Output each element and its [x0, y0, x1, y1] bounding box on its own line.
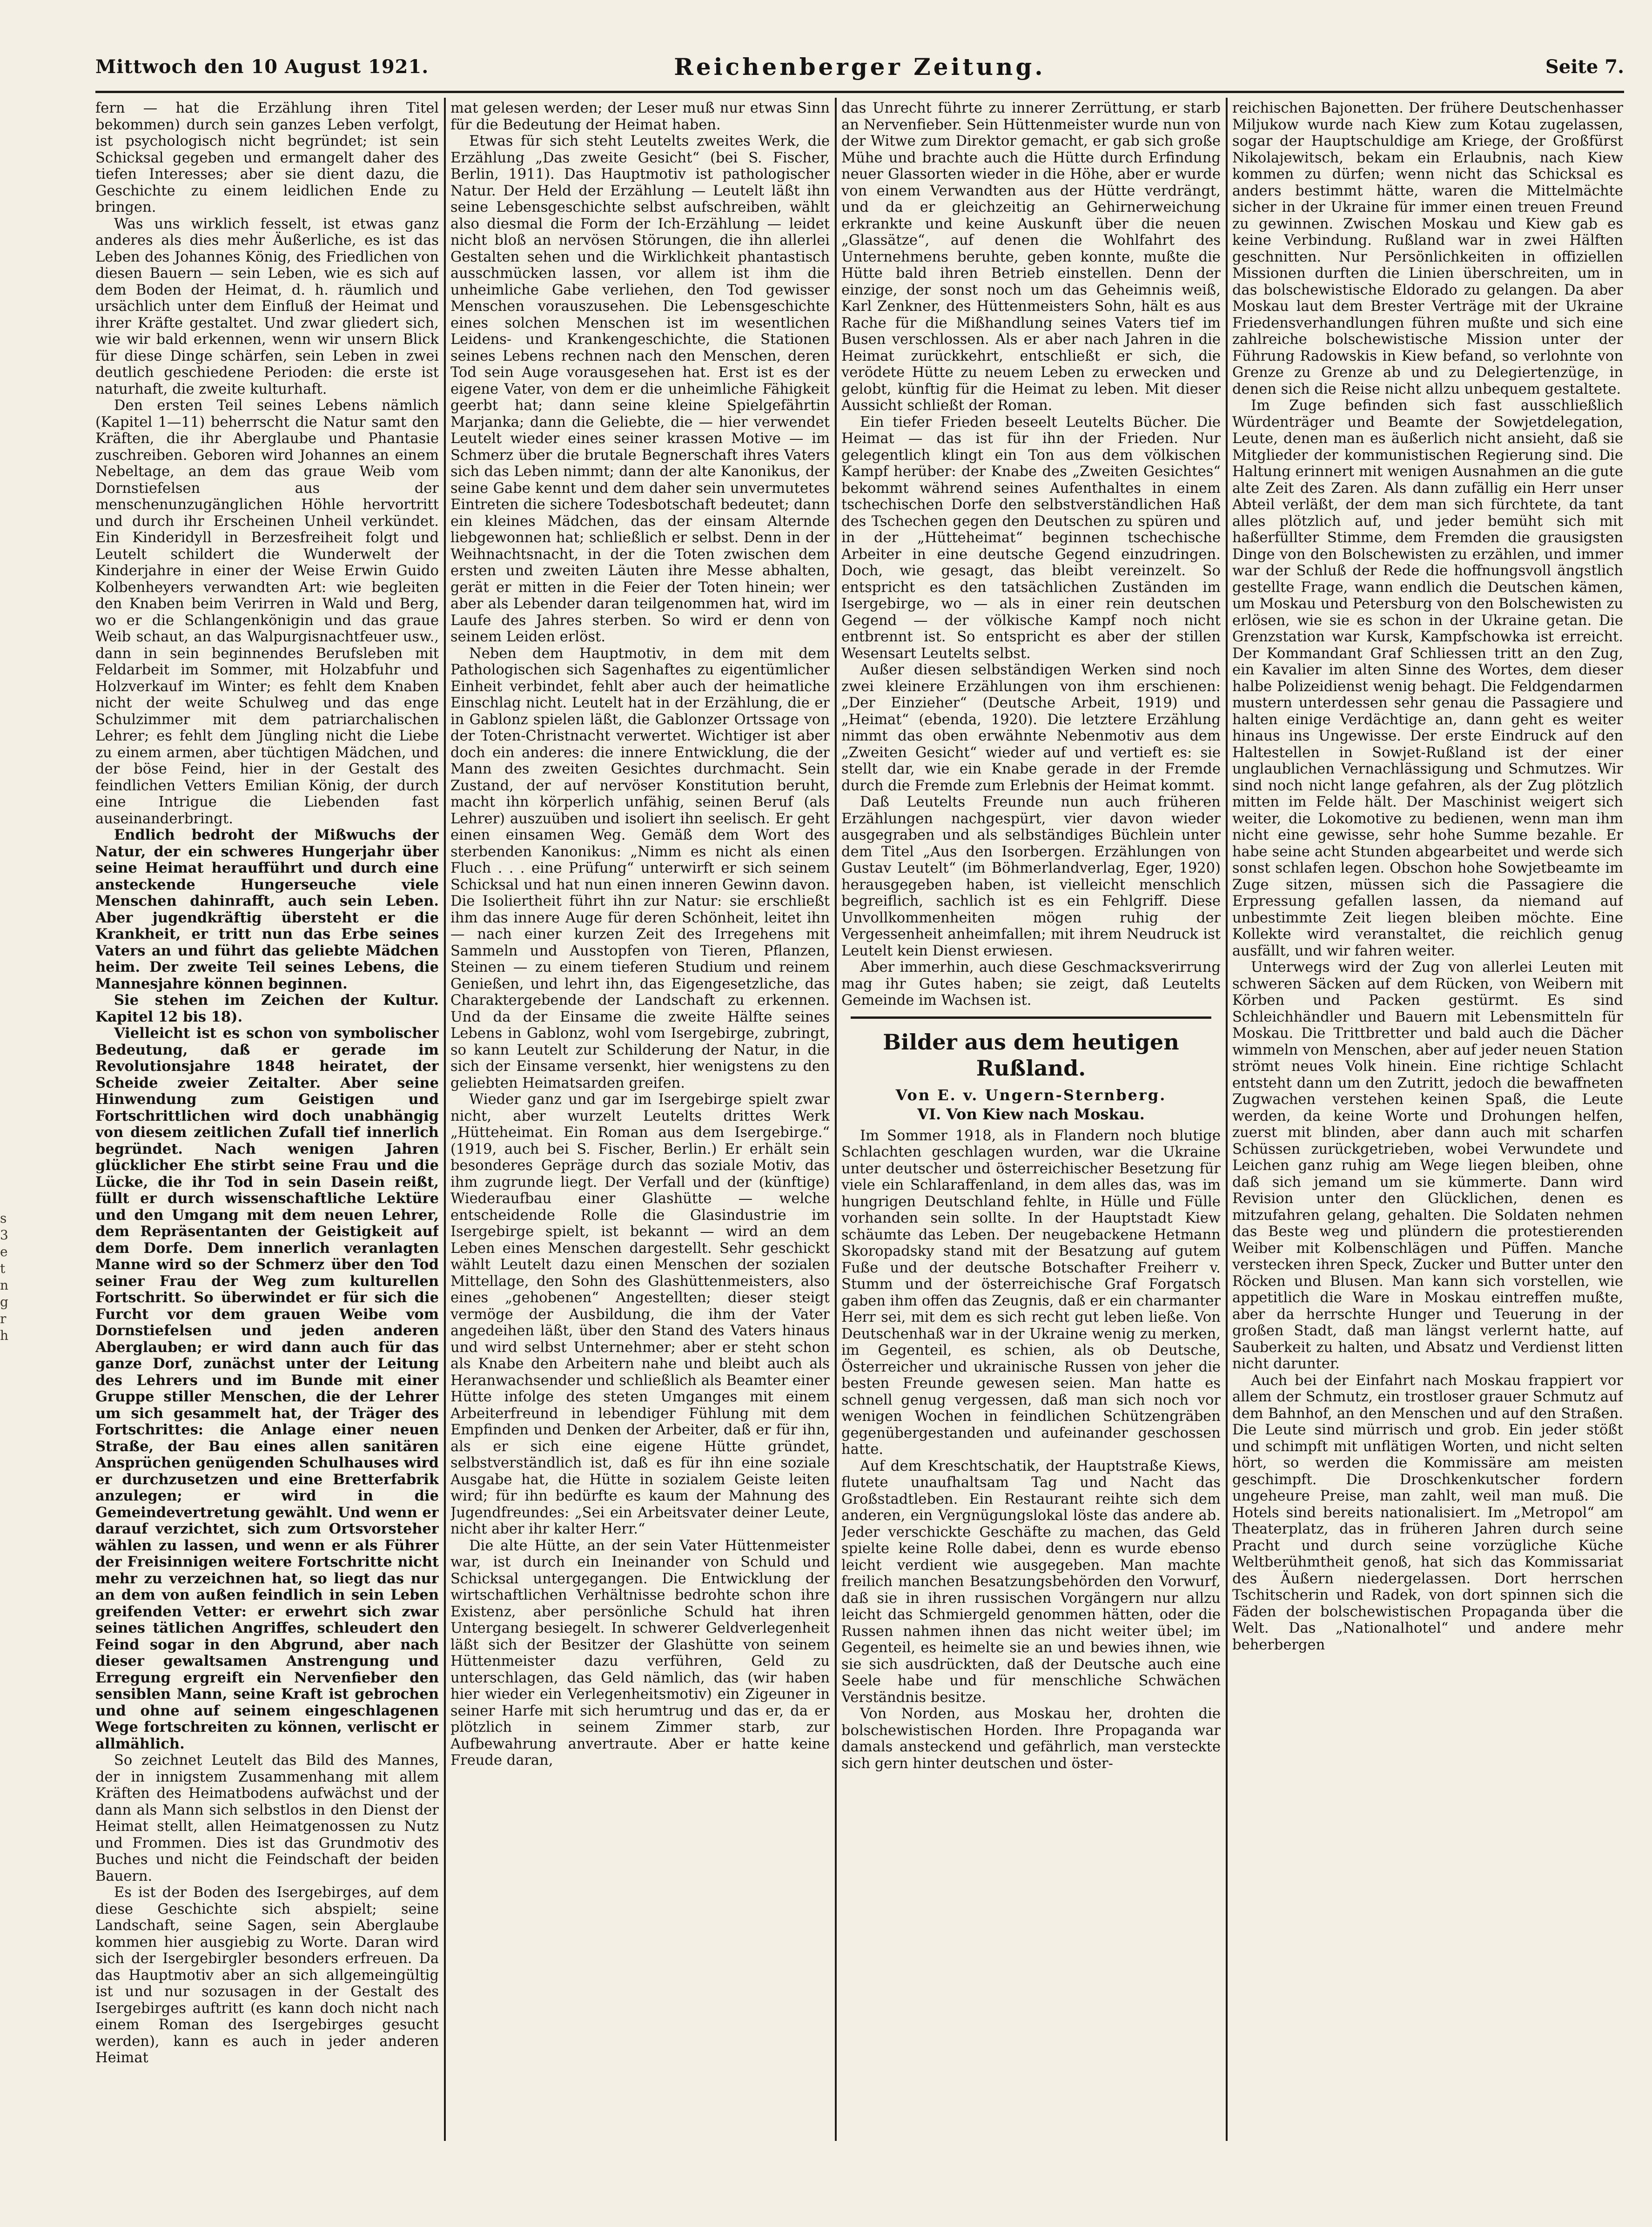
column-rule-3 — [1226, 98, 1228, 2141]
paragraph: reichischen Bajonetten. Der frühere Deutschenhasser Miljukow wurde nach Kiew zum Kotau zugelassen, sogar der Hauptschuldige am Kriege, der Großfürst Nikolajewitsch, bekam ein Erlaubnis, nach Kiew kommen zu dürfen; wenn nicht das Schicksal es anders bestimmt hätte, waren die Mittelmächte sicher in der Ukraine für immer einen treuen Freund zu gewinnen. Zwischen Moskau und Kiew gab es keine Verbindung. Rußland war in zwei Hälften geschnitten. Nur Persönlichkeiten in offiziellen Missionen durften die Linien überschreiten, um in das bolschewistische Eldorado zu gelangen. Da aber Moskau laut dem Brester Verträge mit der Ukraine Friedensverhandlungen führen mußte und sich eine zahlreiche bolschewistische Mission unter der Führung Radowskis in Kiew befand, so verlohnte von Grenze zu Grenze ab und zu Delegiertenzüge, in denen sich die Reise nicht allzu unbequem gestaltete. — [1232, 100, 1623, 397]
issue-date: Mittwoch den 10 August 1921. — [95, 56, 429, 78]
margin-glyph: s — [0, 1211, 7, 1226]
article-author: Von E. v. Ungern-Sternberg. — [895, 1086, 1167, 1104]
paragraph: So zeichnet Leutelt das Bild des Mannes, der in innigstem Zusammenhang mit allem Kräften des Heimatbodens aufwächst und der dann als Mann sich selbstlos in den Dienst der Heimat stellt, allen Heimatgenossen zu Nutz und Frommen. Dies ist das Grundmotiv des Buches und nicht die Feindschaft der beiden Bauern. — [95, 1752, 439, 1884]
paragraph: Unterwegs wird der Zug von allerlei Leuten mit schweren Säcken auf dem Rücken, von Weibern mit Körben und Packen gestürmt. Es sind Schleichhändler und Bauern mit Lebensmitteln für Moskau. Die Trittbretter und bald auch die Dächer wimmeln von Menschen, aber auf jeder neuen Station strömt neues Volk hinein. Eine richtige Schlacht entsteht dann um den Zutritt, jedoch die bewaffneten Zugwachen verstehen keinen Spaß, die Leute werden, da keine Worte und Drohungen helfen, zuerst mit blinden, aber dann auch mit scharfen Schüssen zurückgetrieben, wobei Verwundete und Leichen ganz ruhig am Wege liegen bleiben, ohne daß sich jemand um sie kümmerte. Dann wird Revision unter den Glücklichen, denen es mitzufahren gelang, gehalten. Die Soldaten nehmen das Beste weg und plündern die protestierenden Weiber mit Kolbenschlägen und Püffen. Manche verstecken ihren Speck, Zucker und Butter unter den Röcken und Blusen. Man kann sich vorstellen, wie appetitlich die Ware in Moskau eintreffen mußte, aber da herrschte Hunger und Teuerung in der großen Stadt, daß man längst verlernt hatte, auf Sauberkeit zu halten, und Absatz und Verdienst litten nicht darunter. — [1232, 959, 1623, 1372]
paragraph: Sie stehen im Zeichen der Kultur. Kapitel 12 bis 18). — [95, 992, 439, 1025]
header-rule — [95, 91, 1624, 93]
column-4 — [1232, 100, 1623, 2139]
column-rule-2 — [835, 98, 837, 2141]
margin-glyph: e — [0, 1244, 8, 1259]
column-1 — [95, 100, 439, 2139]
paragraph: Neben dem Hauptmotiv, in dem mit dem Pathologischen sich Sagenhaftes zu eigentümlicher Einheit verbindet, fehlt aber auch der heimatliche Einschlag nicht. Leutelt hat in der Erzählung, die er in Gablonz spielen läßt, die Gablonzer Ortssage von der Toten-Christnacht verwertet. Wichtiger ist aber doch ein anderes: die innere Entwicklung, die der Mann des zweiten Gesichtes durchmacht. Sein Zustand, der auf nervöser Konstitution beruht, macht ihn körperlich unfähig, seinen Beruf (als Lehrer) auszuüben und isoliert ihn seelisch. Er geht einen einsamen Weg. Gemäß dem Wort des sterbenden Kanonikus: „Nimm es nicht als einen Fluch . . . eine Prüfung“ unterwirft er sich seinem Schicksal und hat nun einen inneren Gewinn davon. Die Isoliertheit führt ihn zur Natur: sie erschließt ihm das innere Auge für deren Schönheit, leitet ihn — nach einer kurzen Zeit des Irregehens mit Sammeln und Ausstopfen von Tieren, Pflanzen, Steinen — zu einem tieferen Studium und reinem Genießen, und lehrt ihn, das Eigengesetzliche, das Charaktergebende der Landschaft zu erkennen. Und da der Einsame die zweite Hälfte seines Lebens in Gablonz, wohl vom Isergebirge, zubringt, so kann Leutelt zur Schilderung der Natur, in die sich der Einsame versenkt, hier wenigstens zu den geliebten Heimatsarden greifen. — [450, 645, 830, 1091]
paragraph: Vielleicht ist es schon von symbolischer Bedeutung, daß er gerade im Revolutionsjahre 1848 heiratet, der Scheide zweier Zeitalter. Aber seine Hinwendung zum Geistigen und Fortschrittlichen wird doch unabhängig von diesem zeitlichen Zufall tief innerlich begründet. Nach wenigen Jahren glücklicher Ehe stirbt seine Frau und die Lücke, die ihr Tod in sein Dasein reißt, füllt er durch wissenschaftliche Lektüre und den Umgang mit dem neuen Lehrer, dem Repräsentanten der Geistigkeit auf dem Dorfe. Dem innerlich veranlagten Manne wird so der Schmerz über den Tod seiner Frau der Weg zum kulturellen Fortschritt. So überwindet er für sich die Furcht vor dem grauen Weibe vom Dornstiefelsen und jeden anderen Aberglauben; er wird dann auch für das ganze Dorf, zunächst unter der Leitung des Lehrers und im Bunde mit einer Gruppe stiller Menschen, die der Lehrer um sich gesammelt hat, der Träger des Fortschrittes: die Anlage einer neuen Straße, der Bau eines allen sanitären Ansprüchen genügenden Schulhauses wird er durchzusetzen und eine Bretterfabrik anzulegen; er wird in die Gemeindevertretung gewählt. Und wenn er darauf verzichtet, sich zum Ortsvorsteher wählen zu lassen, und wenn er als Führer der Freisinnigen weitere Fortschritte nicht mehr zu verzeichnen hat, so liegt das nur an dem von außen feindlich in sein Leben greifenden Vetter: er erwehrt sich zwar seines tätlichen Angriffes, schleudert den Feind sogar in den Abgrund, aber nach dieser gewaltsamen Anstrengung und Erregung ergreift ein Nervenfieber den sensiblen Mann, seine Kraft ist gebrochen und ohne auf seinem eingeschlagenen Wege fortschreiten zu können, verlischt er allmählich. — [95, 1025, 439, 1752]
margin-glyph: h — [0, 1328, 9, 1343]
paragraph: Außer diesen selbständigen Werken sind noch zwei kleinere Erzählungen von ihm erschienen: „Der Einzieher“ (Deutsche Arbeit, 1919) und „Heimat“ (ebenda, 1920). Die letztere Erzählung nimmt das oben erwähnte Nebenmotiv aus dem „Zweiten Gesicht“ wieder auf und vertieft es: sie stellt dar, wie ein Knabe gerade in der Fremde durch die Fremde zum Erlebnis der Heimat kommt. — [841, 662, 1221, 794]
page-number: Seite 7. — [1545, 56, 1624, 78]
margin-glyph: n — [0, 1278, 9, 1293]
column-2 — [450, 100, 830, 2139]
paragraph: Die alte Hütte, an der sein Vater Hüttenmeister war, ist durch ein Ineinander von Schuld und Schicksal untergegangen. Die Entwicklung der wirtschaftlichen Verhältnisse bedrohte schon ihre Existenz, aber persönliche Schuld hat ihren Untergang besiegelt. In schwerer Geldverlegenheit läßt sich der Besitzer der Glashütte von seinem Hüttenmeister dazu verführen, Geld zu unterschlagen, das Geld nämlich, das (wir haben hier wieder ein Verlegenheitsmotiv) ein Zigeuner in seiner Harfe mit sich herumtrug und das er, da er plötzlich in seinem Zimmer starb, zur Aufbewahrung anvertraute. Aber er hatte keine Freude daran, — [450, 1537, 830, 1769]
article-section-heading: VI. Von Kiew nach Moskau. — [917, 1105, 1145, 1123]
paragraph: Im Zuge befinden sich fast ausschließlich Würdenträger und Beamte der Sowjetdelegation, Leute, denen man es äußerlich nicht ansieht, daß sie Mitglieder der kommunistischen Regierung sind. Die Haltung erinnert mit wenigen Ausnahmen an die gute alte Zeit des Zaren. Als dann zufällig ein Herr unser Abteil verläßt, der dem man sich fürchtete, da tant alles plötzlich auf, und jeder bemüht sich mit haßerfüllter Stimme, dem Fremden die grausigsten Dinge von den Bolschewisten zu erzählen, und immer war der Schluß der Rede die hoffnungsvoll ängstlich gestellte Frage, wann endlich die Deutschen kämen, um Moskau und Petersburg von den Bolschewisten zu erlösen, wie sie es schon in der Ukraine getan. Die Grenzstation war Kursk, Kampfschowka ist erreicht. Der Kommandant Graf Schliessen tritt an den Zug, ein Kavalier im alten Sinne des Wortes, dem dieser halbe Polizeidienst wenig behagt. Die Feldgendarmen mustern unterdessen sehr genau die Passagiere und halten einige Verdächtige an, dann geht es weiter hinaus ins Ungewisse. Der erste Eindruck auf den Haltestellen in Sowjet-Rußland ist der einer unglaublichen Vernachlässigung und Schmutzes. Wir sind noch nicht lange gefahren, als der Zug plötzlich mitten im Felde hält. Der Maschinist weigert sich weiter, die Lokomotive zu bedienen, wenn man ihm nicht eine gewisse, sehr hohe Summe bezahle. Er habe seine acht Stunden abgearbeitet und werde sich sonst schlafen legen. Obschon hohe Sowjetbeamte im Zuge sitzen, müssen sich die Passagiere die Erpressung gefallen lassen, da niemand auf unbestimmte Zeit liegen bleiben möchte. Eine Kollekte wird veranstaltet, die reichlich genug ausfällt, und wir fahren weiter. — [1232, 397, 1623, 959]
article-separator — [851, 1016, 1211, 1019]
paragraph: Von Norden, aus Moskau her, drohten die bolschewistischen Horden. Ihre Propaganda war damals ansteckend und gefährlich, man versteckte sich gern hinter deutschen und öster- — [841, 1706, 1221, 1772]
margin-glyph: 3 — [0, 1227, 8, 1243]
paragraph: Ein tiefer Frieden beseelt Leutelts Bücher. Die Heimat — das ist für ihn der Frieden. Nur gelegentlich klingt ein Ton aus dem völkischen Kampf herüber: der Knabe des „Zweiten Gesichtes“ bekommt während seines Aufenthaltes in einem tschechischen Dorfe den selbstverständlichen Haß des Tschechen gegen den Deutschen zu spüren und in der „Hütteheimat“ beginnen tschechische Arbeiter in eine deutsche Gegend einzudringen. Doch, wie gesagt, das bleibt vereinzelt. So entspricht es den tatsächlichen Zuständen im Isergebirge, wo — als in einer rein deutschen Gegend — der völkische Kampf noch nicht entbrennt ist. So entspricht es aber der stillen Wesensart Leutelts selbst. — [841, 414, 1221, 662]
paragraph: Endlich bedroht der Mißwuchs der Natur, der ein schweres Hungerjahr über seine Heimat heraufführt und durch eine ansteckende Hungerseuche viele Menschen dahinrafft, auch sein Leben. Aber jugendkräftig übersteht er die Krankheit, er tritt nun das Erbe seines Vaters an und führt das geliebte Mädchen heim. Der zweite Teil seines Lebens, die Mannesjahre können beginnen. — [95, 827, 439, 992]
paragraph: Auch bei der Einfahrt nach Moskau frappiert vor allem der Schmutz, ein trostloser grauer Schmutz auf dem Bahnhof, an den Menschen und auf den Straßen. Die Leute sind mürrisch und grob. Ein jeder stößt und schimpft mit unflätigen Worten, und nicht selten hört, so werden die Kommissäre am meisten geschimpft. Die Droschkenkutscher fordern ungeheure Preise, man zahlt, weil man muß. Die Hotels sind bereits nationalisiert. Im „Metropol“ am Theaterplatz, das in früheren Jahren durch seine Pracht und durch seine vorzügliche Küche Weltberühmtheit genoß, hat sich das Kommissariat des Äußern niedergelassen. Dort herrschen Tschitscherin und Radek, von dort spinnen sich die Fäden der bolschewistischen Propaganda über die Welt. Das „Nationalhotel“ und andere mehr beherbergen — [1232, 1372, 1623, 1653]
paragraph: Aber immerhin, auch diese Geschmacksverirrung mag ihr Gutes haben; sie zeigt, daß Leutelts Gemeinde im Wachsen ist. — [841, 959, 1221, 1009]
paragraph: mat gelesen werden; der Leser muß nur etwas Sinn für die Bedeutung der Heimat haben. — [450, 100, 830, 133]
margin-fragments — [0, 1210, 19, 1344]
paragraph: Den ersten Teil seines Lebens nämlich (Kapitel 1—11) beherrscht die Natur samt den Kräften, die ihr Aberglaube und Phantasie zuschreiben. Geboren wird Johannes an einem Nebeltage, an dem das graue Weib vom Dornstiefelsen aus der menschenunzugänglichen Höhle hervortritt und durch ihr Erscheinen Unheil verkündet. Ein Kinderidyll in Berzesfreiheit folgt und Leutelt schildert die Wunderwelt der Kinderjahre in einer der Weise Erwin Guido Kolbenheyers verwandten Art: wie begleiten den Knaben beim Verirren in Wald und Berg, wo er die Schlangenkönigin und das graue Weib schaut, an das Walpurgisnachtfeuer usw., dann in sein beginnendes Berufsleben mit Feldarbeit im Sommer, mit Holzabfuhr und Holzverkauf im Winter; es fehlt dem Knaben nicht der weite Schulweg und das enge Schulzimmer mit dem patriarchalischen Lehrer; es fehlt dem Jüngling nicht die Liebe zu einem armen, aber tüchtigen Mädchen, und der böse Feind, hier in der Gestalt des feindlichen Vetters Emilian König, der durch eine Intrigue die Liebenden fast auseinanderbringt. — [95, 397, 439, 827]
article-title: Bilder aus dem heutigen Rußland. — [883, 1029, 1179, 1081]
page-header — [95, 51, 1624, 88]
margin-glyph: t — [0, 1261, 6, 1276]
newspaper-title: Reichenberger Zeitung. — [674, 53, 1046, 81]
paragraph: Daß Leutelts Freunde nun auch früheren Erzählungen nachgespürt, vier davon wieder ausgegraben und als selbständiges Büchlein unter dem Titel „Aus den Isorbergen. Erzählungen von Gustav Leutelt“ (im Böhmerlandverlag, Eger, 1920) herausgegeben haben, ist vielleicht menschlich begreiflich, sachlich ist es ein Fehlgriff. Diese Unvollkommenheiten mögen ruhig der Vergessenheit anheimfallen; mit ihrem Neudruck ist Leutelt kein Dienst erwiesen. — [841, 794, 1221, 959]
paragraph: das Unrecht führte zu innerer Zerrüttung, er starb an Nervenfieber. Sein Hüttenmeister wurde nun von der Witwe zum Direktor gemacht, er gab sich große Mühe und brachte auch die Hütte durch Erfindung neuer Glassorten wieder in die Höhe, aber er wurde von einem Verwandten aus der Hütte verdrängt, und da er gleichzeitig an Gehirnerweichung erkrankte und keine Auskunft über die neuen „Glassätze“, auf denen die Wohlfahrt des Unternehmens beruhte, geben konnte, mußte die Hütte bald ihren Betrieb einstellen. Denn der einzige, der sonst noch um das Geheimnis weiß, Karl Zenkner, des Hüttenmeisters Sohn, hält es aus Rache für die Mißhandlung seines Vaters tief im Busen verschlossen. Als er aber nach Jahren in die Heimat zurückkehrt, entschließt er sich, die verödete Hütte zu neuem Leben zu erwecken und gelobt, künftig für die Heimat zu leben. Mit dieser Aussicht schließt der Roman. — [841, 100, 1221, 414]
paragraph: Etwas für sich steht Leutelts zweites Werk, die Erzählung „Das zweite Gesicht“ (bei S. Fischer, Berlin, 1911). Das Hauptmotiv ist pathologischer Natur. Der Held der Erzählung — Leutelt läßt ihn seine Lebensgeschichte selbst aufschreiben, wählt also diesmal die Form der Ich-Erzählung — leidet nicht bloß an nervösen Störungen, die ihn allerlei Gestalten sehen und die Wirklichkeit phantastisch ausschmücken lassen, vor allem ist ihm die unheimliche Gabe verliehen, den Tod gewisser Menschen vorauszusehen. Die Lebensgeschichte eines solchen Menschen ist im wesentlichen Leidens- und Krankengeschichte, die Stationen seines Lebens rechnen nach den Menschen, deren Tod sein Auge vorausgesehen hat. Erst ist es der eigene Vater, von dem er die unheimliche Fähigkeit geerbt hat; dann seine kleine Spielgefährtin Marjanka; dann die Geliebte, die — hier verwendet Leutelt wieder eines seiner krassen Motive — im Schmerz über die brutale Begnerschaft ihres Vaters sich das Leben nimmt; dann der alte Kanonikus, der seine Gabe kennt und dem daher sein unvermutetes Eintreten die sichere Todesbotschaft bedeutet; dann ein kleines Mädchen, das der einsam Alternde liebgewonnen hat; schließlich er selbst. Denn in der Weihnachtsnacht, in der die Toten zwischen dem ersten und zweiten Läuten ihre Messe abhalten, gerät er mitten in die Feier der Toten hinein; wer aber als Lebender daran teilgenommen hat, wird im Laufe des Jahres sterben. So wird er denn von seinem Leiden erlöst. — [450, 133, 830, 645]
column-3-top-text — [841, 100, 1221, 1009]
paragraph: Es ist der Boden des Isergebirges, auf dem diese Geschichte sich abspielt; seine Landschaft, seine Sagen, sein Aberglaube kommen hier ausgiebig zu Worte. Daran wird sich der Isergebirgler besonders erfreuen. Da das Hauptmotiv aber an sich allgemeingültig ist und nur sozusagen in der Gestalt des Isergebirges auftritt (es kann doch nicht nach einem Roman des Isergebirges gesucht werden), kann es auch in jeder anderen Heimat — [95, 1884, 439, 2066]
column-rule-1 — [444, 98, 446, 2141]
paragraph: Wieder ganz und gar im Isergebirge spielt zwar nicht, aber wurzelt Leutelts drittes Werk „Hütteheimat. Ein Roman aus dem Isergebirge.“ (1919, auch bei S. Fischer, Berlin.) Er erhält sein besonderes Gepräge durch das soziale Motiv, das ihm zugrunde liegt. Der Verfall und der (künftige) Wiederaufbau einer Glashütte — welche entscheidende Rolle die Glasindustrie im Isergebirge spielt, ist bekannt — wird an dem Leben eines Menschen dargestellt. Sehr geschickt wählt Leutelt dazu einen Menschen der sozialen Mittellage, den Sohn des Glashüttenmeisters, also eines „gehobenen“ Angestellten; dieser steigt vermöge der Ausbildung, die ihm der Vater angedeihen läßt, über den Stand des Vaters hinaus und wird selbst Unternehmer; aber er steht schon als Knabe den Arbeitern nahe und bleibt auch als Heranwachsender und schließlich als Beamter einer Hütte infolge des steten Umganges mit einem Arbeiterfreund in lebendiger Fühlung mit dem Empfinden und Denken der Arbeiter, daß er für ihn, als er sich eine eigene Hütte gründet, selbstverständlich ist, daß es für ihn eine soziale Ausgabe hat, die Hütte in sozialem Geiste leiten wird; für ihn bedürfte es kaum der Mahnung des Jugendfreundes: „Sei ein Arbeitsvater deiner Leute, nicht aber ihr kalter Herr.“ — [450, 1091, 830, 1537]
margin-glyph: g — [0, 1294, 8, 1310]
margin-glyph: r — [0, 1311, 7, 1326]
column-3 — [841, 100, 1221, 2139]
paragraph: fern — hat die Erzählung ihren Titel bekommen) durch sein ganzes Leben verfolgt, ist psychologisch nicht begründet; ist sein Schicksal gegeben und ermangelt daher des tiefen Interesses; aber sie dient dazu, die Geschichte zu einem leidlichen Ende zu bringen. — [95, 100, 439, 215]
paragraph: Was uns wirklich fesselt, ist etwas ganz anderes als dies mehr Äußerliche, es ist das Leben des Johannes König, des Friedlichen von diesen Bauern — sein Leben, wie es sich auf dem Boden der Heimat, d. h. räumlich und ursächlich unter dem Einfluß der Heimat und ihrer Kräfte gestaltet. Und zwar gliedert sich, wie wir bald erkennen, wenn wir unsern Blick für diese Dinge schärfen, sein Leben in zwei deutlich geschiedene Perioden: die erste ist naturhaft, die zweite kulturhaft. — [95, 215, 439, 397]
paragraph: Auf dem Kreschtschatik, der Hauptstraße Kiews, flutete unaufhaltsam Tag und Nacht das Großstadtleben. Ein Restaurant reihte sich dem anderen, ein Vergnügungslokal löste das andere ab. Jeder verschickte Geschäfte zu machen, das Geld spielte keine Rolle dabei, denn es wurde ebenso leicht verdient wie ausgegeben. Man machte freilich manchen Besatzungsbehörden den Vorwurf, daß sie in ihren russischen Vorgängern nur allzu leicht das Schmiergeld genommen hätten, oder die Russen nahmen ihnen das nicht weiter übel; im Gegenteil, es heimelte sie an und bewies ihnen, wie sie sich ausdrückten, daß der Deutsche auch eine Seele habe und für menschliche Schwächen Verständnis besitze. — [841, 1458, 1221, 1706]
column-3-bottom-text — [841, 1128, 1221, 1772]
paragraph: Im Sommer 1918, als in Flandern noch blutige Schlachten geschlagen wurden, war die Ukraine unter deutscher und österreichischer Besetzung für viele ein Schlaraffenland, in dem alles das, was im hungrigen Deutschland fehlte, in Hülle und Fülle vorhanden sein sollte. In der Hauptstadt Kiew schäumte das Leben. Der neugebackene Hetmann Skoropadsky stand mit der Besatzung auf gutem Fuße und der deutsche Botschafter Freiherr v. Stumm und der österreichische Graf Forgatsch gaben ihm offen das Zeugnis, daß er ein charmanter Herr sei, mit dem es sich recht gut leben ließe. Von Deutschenhaß war in der Ukraine wenig zu merken, im Gegenteil, es schien, als ob Deutsche, Österreicher und ukrainische Russen von jeher die besten Freunde gewesen seien. Man hatte es schnell genug vergessen, daß man sich noch vor wenigen Wochen in feindlichen Schützengräben gegenübergestanden und aufeinander geschossen hatte. — [841, 1127, 1221, 1458]
